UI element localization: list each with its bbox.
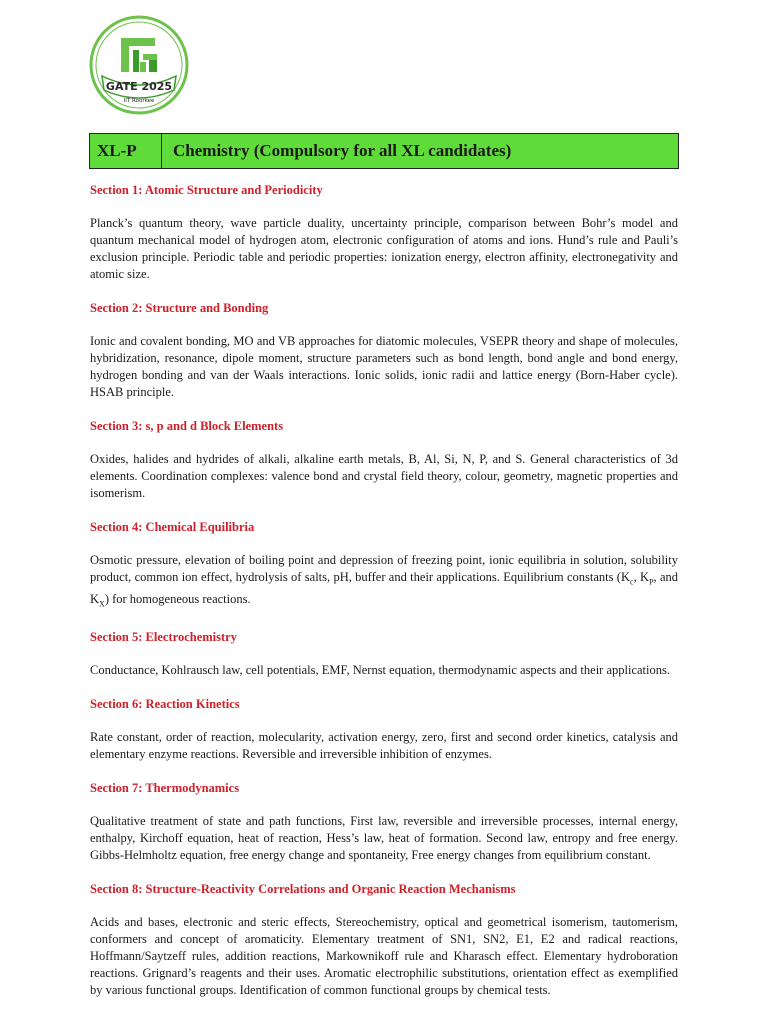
logo-sub-text: IIT Roorkee bbox=[123, 98, 155, 104]
gate-2025-logo bbox=[88, 14, 190, 116]
section-body: Acids and bases, electronic and steric effects, Stereochemistry, optical and geometrical isomerism, tautomerism, conformers and concept of aromaticity. Elementary treatment of SN1, SN2, E1, E2 and radical reactions, Hoffmann/Saytzeff rules, addition reactions, Markownikoff rule and Kharasch effect. Elementary hydroboration reactions. Grignard’s reagents and their uses. Aromatic electrophilic substitutions, orientation effect as exemplified by various functional groups. Identification of common functional groups by chemical tests. bbox=[90, 915, 678, 997]
section-heading: Section 3: s, p and d Block Elements bbox=[90, 419, 284, 433]
section-5 bbox=[90, 629, 678, 679]
subscript-x: X bbox=[99, 599, 105, 608]
subscript-p: P bbox=[649, 577, 654, 587]
section-body: Conductance, Kohlrausch law, cell potentials, EMF, Nernst equation, thermodynamic aspects and their applications. bbox=[90, 663, 670, 677]
section-3 bbox=[90, 418, 678, 502]
section-body: Ionic and covalent bonding, MO and VB approaches for diatomic molecules, VSEPR theory and shape of molecules, hybridization, resonance, dipole moment, structure parameters such as bond length, bond angle and bond energy, hydrogen bonding and van der Waals interactions. Ionic solids, ionic radii and lattice energy (Born-Haber cycle). HSAB principle. bbox=[90, 334, 678, 399]
section-body: Qualitative treatment of state and path functions, First law, reversible and irreversible processes, internal energy, enthalpy, Kirchoff equation, heat of reaction, Hess’s law, heat of formation. Second law, entropy and free energy. Gibbs-Helmholtz equation, free energy change and spontaneity, Free energy changes from equilibrium constant. bbox=[90, 814, 678, 862]
syllabus-content bbox=[90, 178, 678, 1016]
body-text: , K bbox=[633, 570, 650, 584]
section-heading: Section 1: Atomic Structure and Periodicity bbox=[90, 183, 323, 197]
section-heading: Section 7: Thermodynamics bbox=[90, 781, 240, 795]
logo-main-text: GATE 2025 bbox=[105, 80, 173, 93]
section-heading: Section 5: Electrochemistry bbox=[90, 630, 237, 644]
section-heading: Section 6: Reaction Kinetics bbox=[90, 697, 240, 711]
section-heading: Section 8: Structure-Reactivity Correlations and Organic Reaction Mechanisms bbox=[90, 882, 516, 896]
section-heading: Section 2: Structure and Bonding bbox=[90, 301, 269, 315]
section-1 bbox=[90, 182, 678, 283]
section-8 bbox=[90, 881, 678, 999]
section-body bbox=[90, 552, 678, 612]
paper-title-box bbox=[89, 133, 679, 169]
section-6 bbox=[90, 696, 678, 763]
body-text: ) for homogeneous reactions. bbox=[104, 591, 251, 606]
section-7 bbox=[90, 780, 678, 864]
section-4 bbox=[90, 519, 678, 612]
section-body: Oxides, halides and hydrides of alkali, alkaline earth metals, B, Al, Si, N, P, and S. General characteristics of 3d elements. Coordination complexes: valence bond and crystal field theory, colour, geometry, magnetic properties and isomerism. bbox=[90, 452, 678, 500]
paper-title: Chemistry (Compulsory for all XL candidates) bbox=[173, 141, 512, 160]
section-heading: Section 4: Chemical Equilibria bbox=[90, 520, 255, 534]
section-2 bbox=[90, 300, 678, 401]
section-body: Planck’s quantum theory, wave particle duality, uncertainty principle, comparison between Bohr’s model and quantum mechanical model of hydrogen atom, electronic configuration of atoms and ions. Hund’s rule and Pauli’s exclusion principle. Periodic table and periodic properties: ionization energy, electron affinity, electronegativity and atomic size. bbox=[90, 216, 678, 281]
paper-code: XL-P bbox=[90, 134, 162, 168]
body-text: Osmotic pressure, elevation of boiling point and depression of freezing point, ionic equilibria in solution, solubility product, common ion effect, hydrolysis of salts, pH, buffer and their applications. Equilibrium constants (K bbox=[90, 553, 678, 584]
section-body: Rate constant, order of reaction, molecularity, activation energy, zero, first and second order kinetics, catalysis and elementary enzyme reactions. Reversible and irreversible inhibition of enzymes. bbox=[90, 730, 678, 761]
body-text: , and K bbox=[90, 570, 679, 606]
subscript-c: c bbox=[630, 577, 634, 587]
